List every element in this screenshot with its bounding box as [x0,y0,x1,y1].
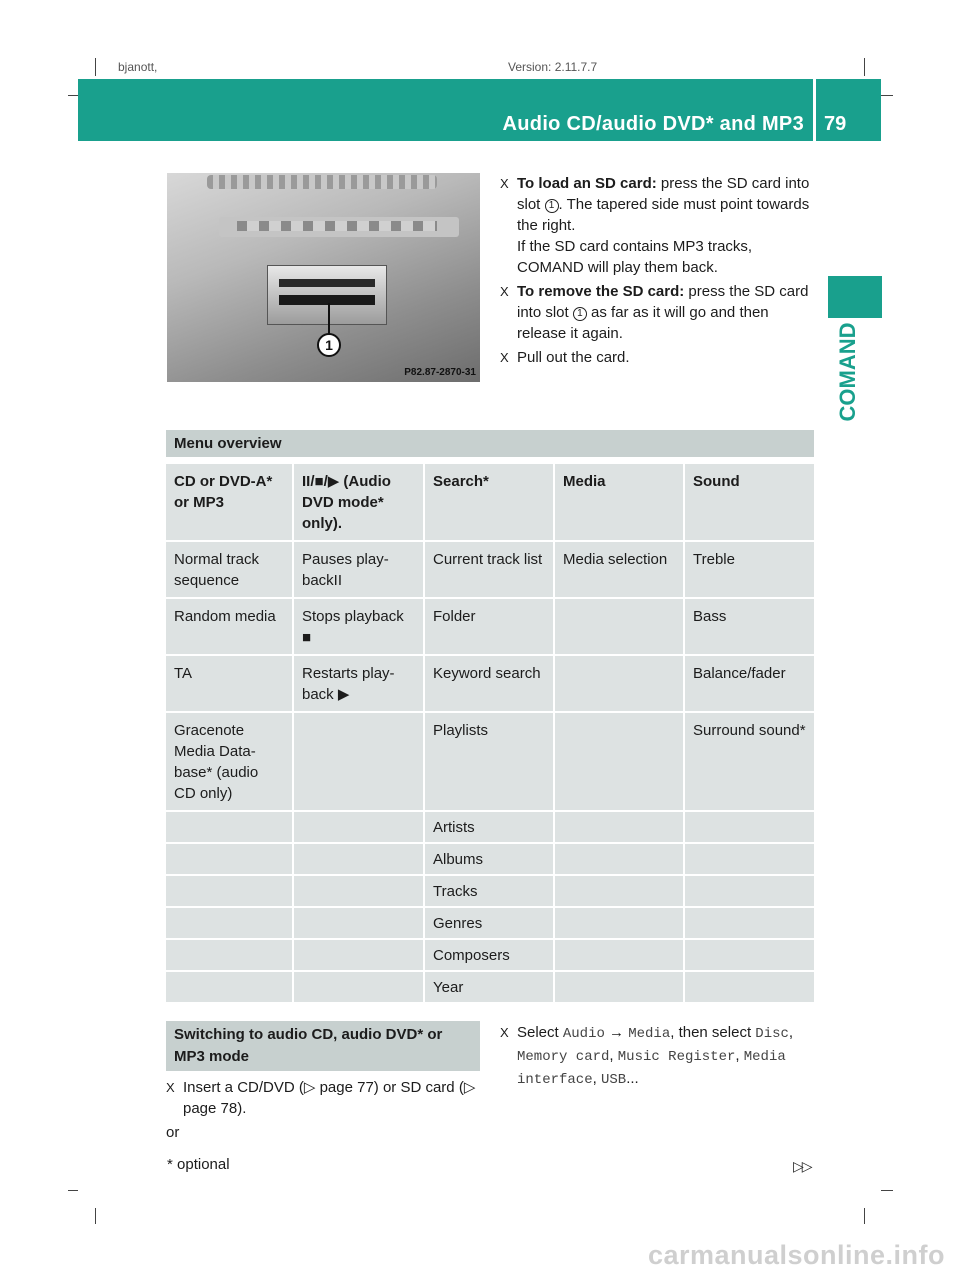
menu-select-step [500,1022,820,1094]
step-arrow-icon: X [500,284,509,299]
instruction-step [500,347,820,368]
table-cell [294,812,425,844]
table-cell: Playlists [425,713,555,812]
menu-item-media: Media [628,1026,671,1042]
switching-steps [166,1077,484,1143]
table-cell [555,599,685,656]
table-cell: Keyword search [425,656,555,713]
table-cell [555,908,685,940]
step-text: ) or SD card ( [373,1079,464,1096]
table-row [166,812,814,844]
table-cell [294,972,425,1004]
button-row [237,221,437,231]
table-cell [294,908,425,940]
table-row [166,599,814,656]
table-cell [294,713,425,812]
table-cell [294,940,425,972]
switching-heading: Switching to audio CD, audio DVD* or MP3 mode [166,1021,480,1071]
crop-mark [864,1208,865,1224]
table-cell [166,876,294,908]
step-text: Select [517,1024,563,1041]
table-cell: Media selection [555,542,685,599]
step-heading: To load an SD card: [517,175,657,192]
menu-overview-table [166,464,814,1004]
step-text: , then select [670,1024,756,1041]
table-cell [294,844,425,876]
continue-arrow-icon: ▷▷ [793,1158,811,1174]
column-header: CD or DVD-A* or MP3 [166,464,294,542]
step-text: Pull out the card. [517,349,630,366]
footnote: * optional [167,1156,230,1173]
header-separator [813,79,816,141]
column-header: Sound [685,464,814,542]
table-cell: Balance/fader [685,656,814,713]
crop-mark [95,1208,96,1224]
table-cell: Composers [425,940,555,972]
instruction-step [500,281,820,344]
table-row [166,656,814,713]
instruction-step: X Select Audio → Media, then select Disc, Memory card, Music Register, Media interface, USB... [500,1024,794,1088]
column-header: Media [555,464,685,542]
page-number: 79 [824,113,847,135]
table-cell [685,908,814,940]
instruction-step [500,173,820,278]
table-cell: Normal track sequence [166,542,294,599]
menu-overview-heading: Menu overview [166,430,814,457]
sd-card-slot [279,295,375,305]
table-cell [166,844,294,876]
table-cell: Genres [425,908,555,940]
table-row [166,908,814,940]
sd-slot-photo [167,173,480,382]
page-title: Audio CD/audio DVD* and MP3 [502,113,804,135]
menu-path-arrow: → [604,1024,629,1041]
callout-ref: 1 [545,199,559,213]
running-header [95,56,875,76]
crop-mark [68,95,78,96]
table-cell [166,908,294,940]
air-vent [207,175,437,189]
table-cell: Tracks [425,876,555,908]
table-row [166,713,814,812]
table-cell: Surround sound* [685,713,814,812]
watermark: carmanualsonline.info [647,1240,945,1270]
menu-item-audio: Audio [562,1026,605,1042]
menu-option-media-interface: Media interface [517,1049,786,1088]
table-cell [685,812,814,844]
callout-leader-line [328,303,330,335]
instruction-step [166,1077,484,1119]
table-cell: Pauses play-backII [294,542,425,599]
step-text-continued: . The tapered side must point towards the right. [517,196,810,234]
disc-slot [279,279,375,287]
table-cell [166,940,294,972]
table-row [166,940,814,972]
table-cell: TA [166,656,294,713]
step-arrow-icon: X [500,350,509,365]
table-header-row [166,464,814,542]
table-cell: Year [425,972,555,1004]
table-cell: Bass [685,599,814,656]
table-cell [685,972,814,1004]
step-text-continued: as far as it will go and then release it again. [517,304,769,342]
step-text: ... [626,1070,639,1087]
table-cell [555,844,685,876]
table-cell [555,812,685,844]
table-cell: Artists [425,812,555,844]
table-row [166,542,814,599]
step-text: press the SD card into slot [517,175,810,213]
section-tab [828,276,882,318]
step-note: If the SD card contains MP3 tracks, COMAND will play them back. [517,238,753,276]
running-header-right: Version: 2.11.7.7 [508,60,598,74]
crop-mark [68,1190,78,1191]
or-text: or [166,1124,180,1141]
step-text: ). [237,1100,247,1117]
table-cell [166,972,294,1004]
table-cell: Gracenote Media Data-base* (audio CD only) [166,713,294,812]
menu-option-music-register: Music Register [617,1049,736,1065]
section-tab-label: COMAND [835,322,860,422]
table-cell [555,656,685,713]
step-text: Insert a CD/DVD ( [183,1079,304,1096]
table-row [166,844,814,876]
table-cell [685,940,814,972]
table-cell [555,940,685,972]
callout-ref: 1 [573,307,587,321]
figure-code: P82.87-2870-31 [404,367,476,378]
table-row [166,972,814,1004]
table-cell: Random media [166,599,294,656]
table-cell: Restarts play-back ▶ [294,656,425,713]
column-header: II/■/▶ (Audio DVD mode* only). [294,464,425,542]
table-cell [166,812,294,844]
table-cell: Current track list [425,542,555,599]
step-arrow-icon: X [500,1025,509,1040]
crop-mark [881,95,893,96]
menu-option-disc: Disc [755,1026,789,1042]
table-cell: Folder [425,599,555,656]
table-cell: Albums [425,844,555,876]
page-ref-link[interactable]: ▷ page 77 [303,1079,374,1096]
table-cell [555,713,685,812]
menu-option-usb: USB [600,1072,627,1088]
table-cell [294,876,425,908]
column-header: Search* [425,464,555,542]
sd-card-instructions [500,173,820,371]
table-cell [685,876,814,908]
page-ref-link[interactable]: ▷ page 78 [183,1079,476,1117]
table-cell [555,876,685,908]
table-row [166,876,814,908]
table-cell [685,844,814,876]
step-heading: To remove the SD card: [517,283,685,300]
step-arrow-icon: X [500,176,509,191]
table-cell: Treble [685,542,814,599]
running-header-left: bjanott, [118,60,158,74]
crop-mark [881,1190,893,1191]
table-cell [555,972,685,1004]
table-cell: Stops playback ■ [294,599,425,656]
callout-marker: 1 [317,333,341,357]
step-text: press the SD card into slot [517,283,809,321]
step-arrow-icon: X [166,1080,175,1095]
menu-option-memory-card: Memory card [517,1049,610,1065]
